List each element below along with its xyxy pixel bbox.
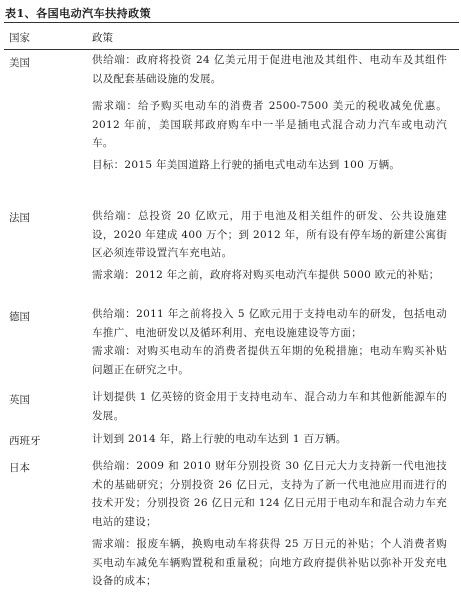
header-rule <box>4 49 459 50</box>
spain-policy: 计划到 2014 年，路上行驶的电动车达到 1 百万辆。 <box>92 433 347 445</box>
france-supply-policy: 供给端：总投资 20 亿欧元，用于电池及相关组件的研发、公共设施建设，2020 年建成 400 万个；到 2012 年，所有设有停车场的新建公寓街区必须连带设置汽车充电站。 <box>92 210 447 259</box>
usa-supply-policy: 供给端：政府将投资 24 亿美元用于促进电池及其组件、电动车及其组件以及配套基础设施的发展。 <box>92 54 447 85</box>
header-country: 国家 <box>9 32 30 44</box>
table-title: 表1、各国电动汽车扶持政策 <box>5 7 152 20</box>
country-spain: 西班牙 <box>9 435 41 447</box>
country-france: 法国 <box>9 212 30 224</box>
top-rule <box>4 22 459 23</box>
germany-supply-policy: 供给端：2011 年之前将投入 5 亿欧元用于支持电动车的研发，包括电动车推广、电池研发以及循环利用、充电设施建设等方面； <box>92 308 447 339</box>
country-usa: 美国 <box>9 57 30 69</box>
france-demand-policy: 需求端：2012 年之前，政府将对购买电动汽车提供 5000 欧元的补贴； <box>92 269 440 281</box>
country-japan: 日本 <box>9 462 30 474</box>
country-uk: 英国 <box>9 394 30 406</box>
japan-demand-policy: 需求端：报废车辆，换购电动车将获得 25 万日元的补贴；个人消费者购买电动车减免车辆购置税和重量税；向地方政府提供补贴以弥补开发充电设备的成本； <box>92 538 447 587</box>
usa-demand-policy: 需求端：给予购买电动车的消费者 2500-7500 美元的税收减免优惠。2012 年前，美国联邦政府购车中一半是插电式混合动力汽车或电动汽车。 <box>92 100 447 149</box>
germany-demand-policy: 需求端：对购买电动车的消费者提供五年期的免税措施；电动车购买补贴问题正在研究之中。 <box>92 345 447 376</box>
usa-target-policy: 目标：2015 年美国道路上行驶的插电式电动车达到 100 万辆。 <box>92 159 401 171</box>
uk-policy: 计划提供 1 亿英镑的资金用于支持电动车、混合动力车和其他新能源车的发展。 <box>92 391 447 422</box>
japan-supply-policy: 供给端：2009 和 2010 财年分别投资 30 亿日元大力支持新一代电池技术的基础研究；分别投资 26 亿日元，支持为了新一代电池应用而进行的技术开发；分别投资 26 亿日元和 124 亿日元用于电动车和混合动力车充电站的建设； <box>92 460 447 528</box>
header-policy: 政策 <box>92 32 113 44</box>
country-germany: 德国 <box>9 311 30 323</box>
